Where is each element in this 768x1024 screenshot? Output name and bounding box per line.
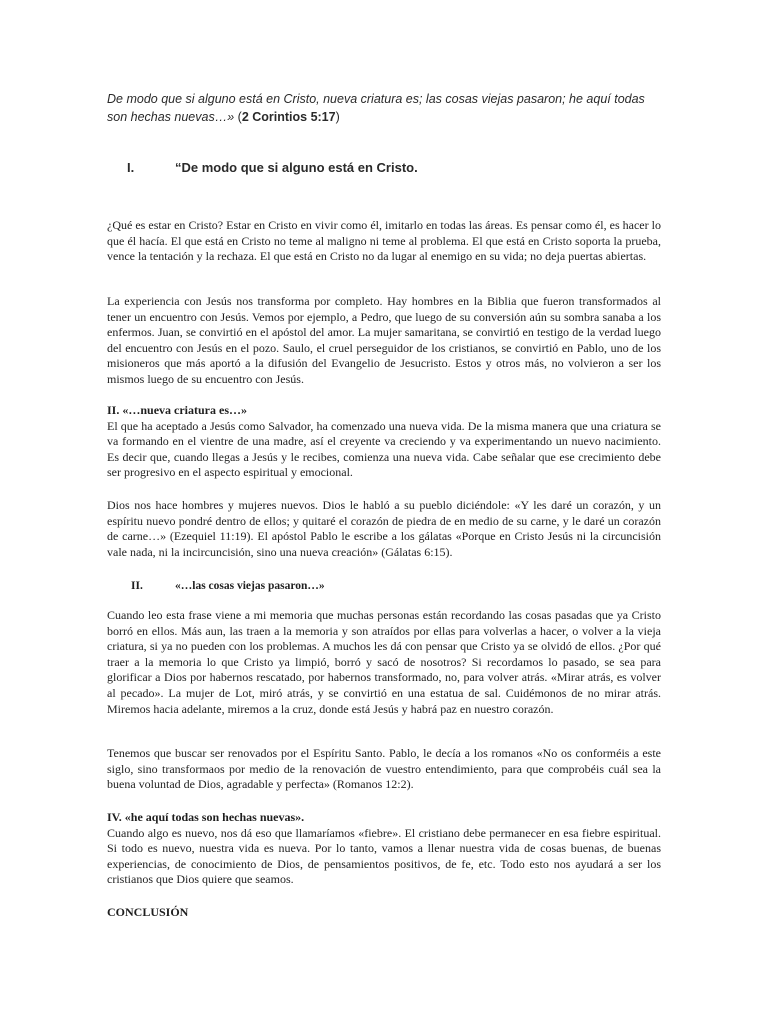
intro-quote-text: De modo que si alguno está en Cristo, nueva criatura es; las cosas viejas pasaron; he aquí todas son hechas nuevas…» bbox=[107, 92, 645, 124]
intro-reference: 2 Corintios 5:17 bbox=[241, 110, 336, 124]
paragraph-6: Tenemos que buscar ser renovados por el Espíritu Santo. Pablo, le decía a los romanos «No os conforméis a este siglo, sino transformaos por medio de la renovación de vuestro entendimiento, para que comprobéis cuál sea la buena voluntad de Dios, agradable y perfecta» (Romanos 12:2). bbox=[107, 746, 661, 792]
paragraph-1: ¿Qué es estar en Cristo? Estar en Cristo en vivir como él, imitarlo en todas las áreas. Es pensar como él, es hacer lo que él hacía. El que está en Cristo no teme al maligno ni teme al problema. El que está en Cristo soporta la prueba, vence la tentación y la rechaza. El que está en Cristo no da lugar al enemigo en su vida; no deja puertas abiertas. bbox=[107, 218, 661, 264]
section-3-heading bbox=[131, 580, 651, 592]
paragraph-2: La experiencia con Jesús nos transforma por completo. Hay hombres en la Biblia que fueron transformados al tener un encuentro con Jesús. Vemos por ejemplo, a Pedro, que luego de su conversión aún su sombra sanaba a los enfermos. Juan, se convirtió en el apóstol del amor. La mujer samaritana, se convirtió en testigo de la verdad luego del encuentro con Jesús en el pozo. Saulo, el cruel perseguidor de los cristianos, se convirtió en Pablo, uno de los misioneros que más aportó a la difusión del Evangelio de Jesucristo. Estos y otros más, no volvieron a ser los mismos luego de su encuentro con Jesús. bbox=[107, 294, 661, 386]
paragraph-3: El que ha aceptado a Jesús como Salvador, ha comenzado una nueva vida. De la misma manera que una criatura se va formando en el vientre de una madre, así el creyente va creciendo y va experimentando un nuevo nacimiento. Es decir que, cuando llegas a Jesús y le recibes, comienza una nueva vida. Cabe señalar que ese crecimiento debe ser progresivo en el aspecto espiritual y emocional. bbox=[107, 418, 661, 480]
paragraph-4: Dios nos hace hombres y mujeres nuevos. Dios le habló a su pueblo diciéndole: «Y les daré un corazón, y un espíritu nuevo pondré dentro de ellos; y quitaré el corazón de piedra de en medio de su carne, y le daré un corazón de carne…» (Ezequiel 11:19). El apóstol Pablo le escribe a los gálatas «Porque en Cristo Jesús ni la circuncisión vale nada, ni la incircuncisión, sino una nueva creación» (Gálatas 6:15). bbox=[107, 498, 661, 559]
section-1-title: “De modo que si alguno está en Cristo. bbox=[175, 160, 418, 175]
paragraph-7: Cuando algo es nuevo, nos dá eso que llamaríamos «fiebre». El cristiano debe permanecer en esa fiebre espiritual. Si todo es nuevo, nuestra vida es nueva. Por lo tanto, vamos a llenar nuestra vida de cosas buenas, de buenas experiencias, de conocimiento de Dios, de pensamientos positivos, de fe, etc. Todo esto nos ayudará a ser los cristianos que Dios quiere que seamos. bbox=[107, 825, 661, 887]
paragraph-5: Cuando leo esta frase viene a mi memoria que muchas personas están recordando las cosas pasadas que ya Cristo borró en ellos. Más aun, las traen a la memoria y son atraídos por ellas para volverlas a hacer, o volver a la vieja criatura, si ya no pueden con los problemas. A muchos les dá con pensar que Cristo ya se olvidó de ellos. ¿Por qué traer a la memoria lo que Cristo ya limpió, borró y sacó de nosotros? Si recordamos lo pasado, se sea para glorificar a Dios por habernos rescatado, por habernos transformado, no, para volver atrás. «Mirar atrás, es volver al pecado». La mujer de Lot, miró atrás, y se convirtió en una estatua de sal. Cuidémonos de no mirar atrás. Miremos hacia adelante, miremos a la cruz, donde está Jesús y habrá paz en nuestro corazón. bbox=[107, 608, 661, 716]
intro-quote bbox=[107, 90, 661, 126]
section-4-heading: IV. «he aquí todas son hechas nuevas». bbox=[107, 810, 305, 824]
section-3-title: «…las cosas viejas pasaron…» bbox=[175, 580, 325, 592]
conclusion-heading: CONCLUSIÓN bbox=[107, 905, 189, 919]
section-1-number: I. bbox=[127, 160, 135, 175]
intro-close-paren: ) bbox=[335, 110, 340, 124]
intro-open-paren: ( bbox=[234, 110, 242, 124]
section-2-heading: II. «…nueva criatura es…» bbox=[107, 403, 247, 417]
section-4 bbox=[107, 810, 661, 888]
section-1-heading bbox=[127, 160, 647, 175]
section-3-number: II. bbox=[131, 580, 143, 592]
section-2 bbox=[107, 403, 661, 481]
